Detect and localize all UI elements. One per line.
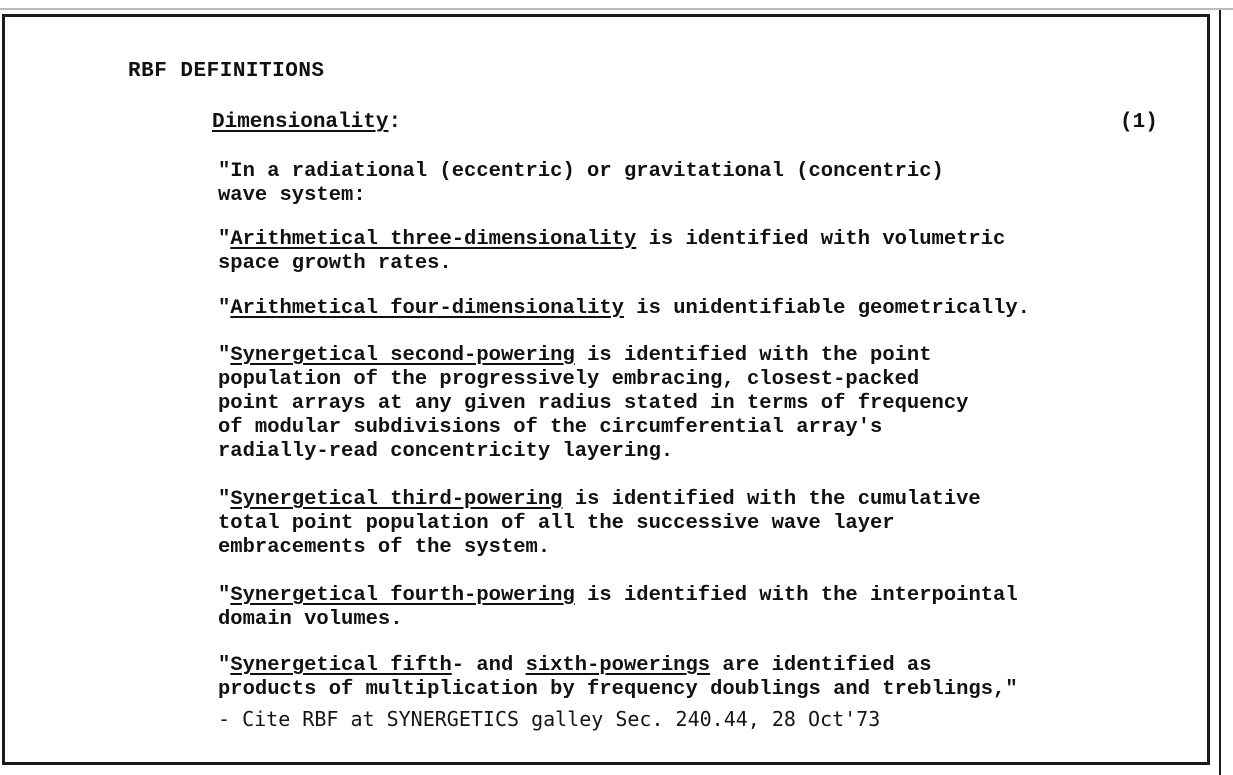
paragraph-line: radially-read concentricity layering.: [218, 440, 674, 463]
defined-term: Synergetical fifth: [230, 654, 452, 677]
scan-right-edge: [1219, 10, 1221, 775]
paragraph-first-line: [218, 297, 1030, 321]
paragraph-first-line: [218, 654, 1018, 678]
paragraph-line: domain volumes.: [218, 608, 403, 631]
document-header: RBF DEFINITIONS: [128, 60, 325, 83]
defined-term: Arithmetical three-dimensionality: [230, 228, 637, 251]
definition-text: are identified as: [710, 654, 932, 677]
paragraph-line: products of multiplication by frequency doublings and treblings,": [218, 678, 1018, 701]
definition-text: is identified with the cumulative: [562, 488, 981, 511]
paragraph-first-line: [218, 228, 1005, 252]
paragraph-syn-second: [218, 344, 968, 464]
open-quote: ": [218, 654, 231, 677]
paragraph-first-line: [218, 584, 1018, 608]
definition-text: is identified with volumetric: [636, 228, 1006, 251]
paragraph-line: total point population of all the successive wave layer: [218, 512, 895, 535]
open-quote: ": [218, 344, 231, 367]
paragraph-arith-three: [218, 228, 1005, 276]
paragraph-first-line: [218, 488, 981, 512]
defined-term: sixth-powerings: [525, 654, 711, 677]
definition-text: is unidentifiable geometrically.: [623, 297, 1030, 320]
paragraph-syn-third: [218, 488, 981, 560]
open-quote: ": [218, 228, 231, 251]
paragraph-line: space growth rates.: [218, 252, 452, 275]
definition-text: is identified with the point: [574, 344, 932, 367]
paragraph-syn-fourth: [218, 584, 1018, 632]
paragraph-line: of modular subdivisions of the circumferential array's: [218, 416, 883, 439]
paragraph-arith-four: [218, 297, 1030, 321]
paragraph-line: embracements of the system.: [218, 536, 551, 559]
open-quote: ": [218, 584, 231, 607]
open-quote: ": [218, 297, 231, 320]
paragraph-line: wave system:: [218, 184, 366, 207]
connector-text: - and: [451, 654, 526, 677]
page-number: (1): [1120, 111, 1158, 134]
citation: - Cite RBF at SYNERGETICS galley Sec. 240.44, 28 Oct'73: [218, 707, 881, 731]
paragraph-line: "In a radiational (eccentric) or gravitational (concentric): [218, 160, 944, 183]
paragraph-line: population of the progressively embracing, closest-packed: [218, 368, 920, 391]
defined-term: Synergetical third-powering: [230, 488, 563, 511]
paragraph-line: point arrays at any given radius stated in terms of frequency: [218, 392, 969, 415]
paragraph-intro: [218, 160, 944, 208]
defined-term: Synergetical second-powering: [230, 344, 575, 367]
scan-top-edge: [0, 8, 1233, 10]
subheading: [212, 111, 401, 134]
defined-term: Arithmetical four-dimensionality: [230, 297, 624, 320]
defined-term: Synergetical fourth-powering: [230, 584, 575, 607]
paragraph-first-line: [218, 344, 968, 368]
definition-text: is identified with the interpointal: [574, 584, 1018, 607]
subheading-term: Dimensionality: [212, 111, 389, 134]
paragraph-syn-fifth-sixth: [218, 654, 1018, 702]
open-quote: ": [218, 488, 231, 511]
subheading-colon: :: [388, 111, 402, 134]
